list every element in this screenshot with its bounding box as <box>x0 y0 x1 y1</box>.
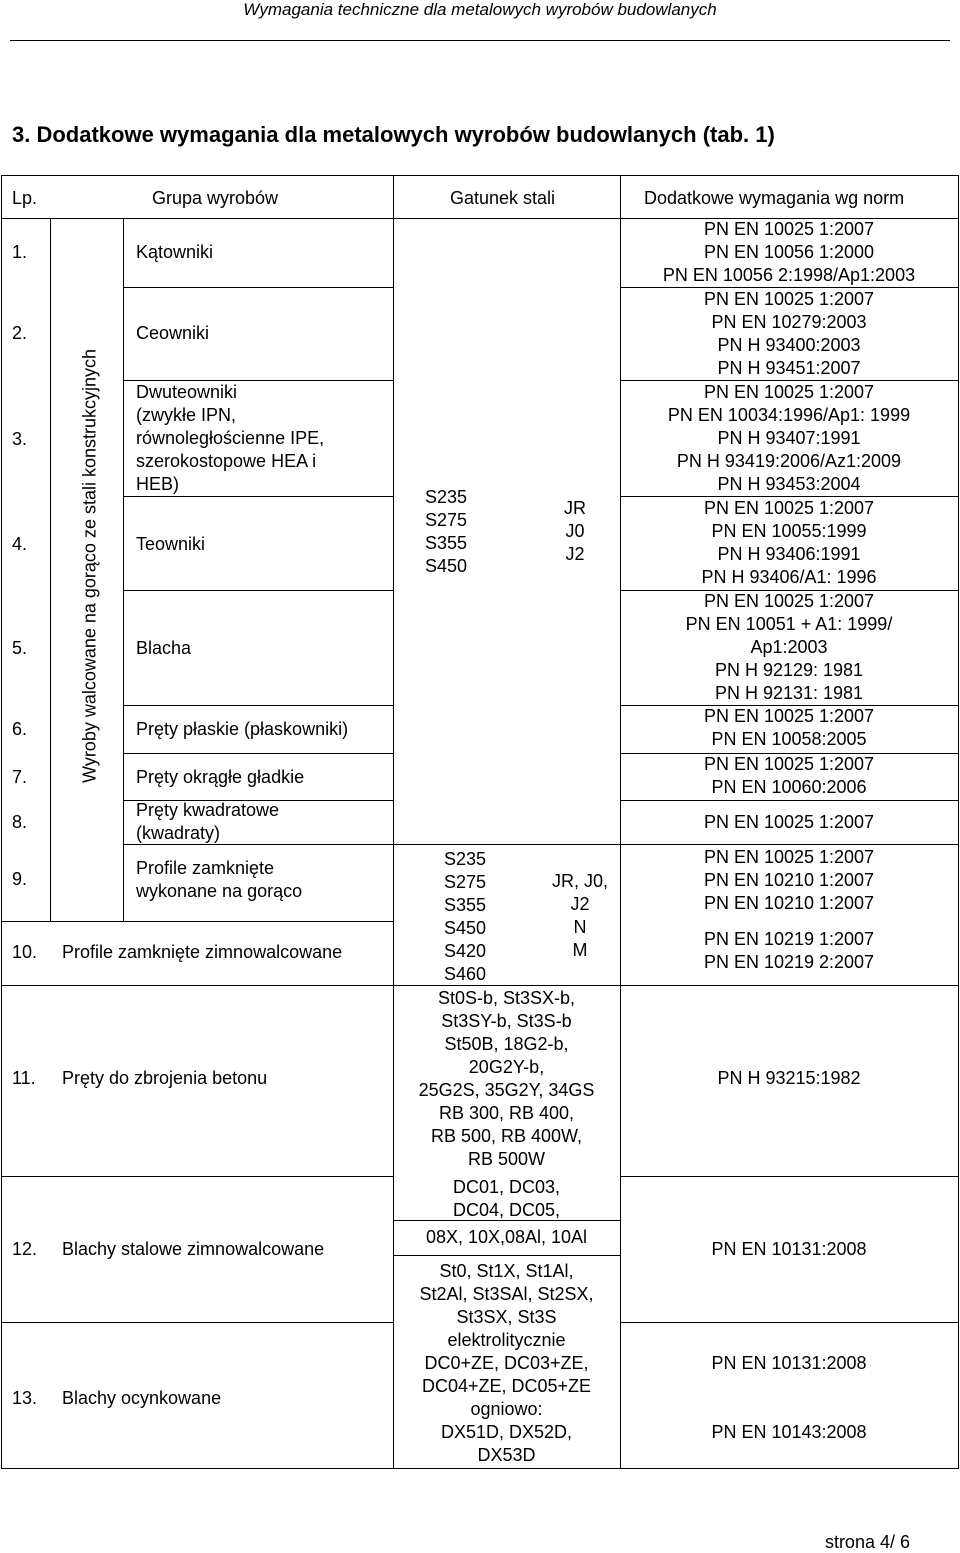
table-border-bottom <box>1 1468 958 1469</box>
row-number: 6. <box>12 719 28 739</box>
row-divider <box>1 985 393 986</box>
norm-list: PN EN 10131:2008 <box>711 1353 867 1373</box>
row-number: 4. <box>12 534 28 554</box>
cold-rolled-grades: DC01, DC03, DC04, DC05, <box>452 1177 561 1220</box>
norm-list: PN EN 10131:2008 <box>711 1239 867 1259</box>
product-group: Dwuteowniki (zwykłe IPN, równoległościenne IPE, szerokostopowe HEA i HEB) <box>136 382 325 494</box>
row-divider <box>123 705 393 706</box>
row-number: 11. <box>12 1068 36 1088</box>
header-rule <box>10 40 950 41</box>
product-group: Teowniki <box>136 534 206 554</box>
row-divider <box>1 1322 393 1323</box>
row-number: 7. <box>12 767 28 787</box>
row-number: 13. <box>12 1388 38 1408</box>
product-group: Blachy stalowe zimnowalcowane <box>62 1239 325 1259</box>
rebar-grades: St0S-b, St3SX-b, St3SY-b, St3S-b St50B, 18G2-b, 20G2Y-b, 25G2S, 35G2Y, 34GS RB 300, RB 400, RB 500, RB 400W, RB 500W <box>418 988 595 1169</box>
row-divider <box>620 844 958 845</box>
row-divider <box>123 753 393 754</box>
cold-rolled-grades: 08X, 10X,08Al, 10Al <box>425 1227 588 1247</box>
product-group: Blachy ocynkowane <box>62 1388 222 1408</box>
table-border-left <box>1 175 2 1468</box>
norm-list: PN H 93215:1982 <box>717 1068 861 1088</box>
product-group: Pręty płaskie (płaskowniki) <box>136 719 349 739</box>
norm-list: PN EN 10025 1:2007 PN EN 10060:2006 <box>703 754 875 797</box>
page-number: strona 4/ 6 <box>824 1532 910 1552</box>
norm-list: PN EN 10025 1:2007 PN EN 10055:1999 PN H 93406:1991 PN H 93406/A1: 1996 <box>701 498 877 587</box>
norm-list: PN EN 10219 1:2007 PN EN 10219 2:2007 <box>703 929 875 972</box>
product-group: Profile zamknięte wykonane na gorąco <box>136 858 303 901</box>
header-grade: Gatunek stali <box>450 188 556 208</box>
norm-list: PN EN 10025 1:2007 PN EN 10056 1:2000 PN EN 10056 2:1998/Ap1:2003 <box>662 219 916 285</box>
norm-list: PN EN 10025 1:2007 PN EN 10279:2003 PN H 93400:2003 PN H 93451:2007 <box>703 289 875 378</box>
running-header: Wymagania techniczne dla metalowych wyrobów budowlanych <box>243 0 717 19</box>
row-divider <box>393 844 620 845</box>
header-lp: Lp. <box>12 188 38 208</box>
product-group: Pręty okrągłe gładkie <box>136 767 305 787</box>
header-norms: Dodatkowe wymagania wg norm <box>644 188 905 208</box>
norm-list: PN EN 10143:2008 <box>711 1422 867 1442</box>
norm-list: PN EN 10025 1:2007 <box>703 812 875 832</box>
row-divider <box>123 496 393 497</box>
row-number: 5. <box>12 638 28 658</box>
norm-list: PN EN 10025 1:2007 PN EN 10034:1996/Ap1: 1999 PN H 93407:1991 PN H 93419:2006/Az1:2009 PN H 93453:2004 <box>667 382 911 494</box>
row-divider <box>620 1322 958 1323</box>
row-number: 8. <box>12 812 28 832</box>
row-number: 1. <box>12 242 28 262</box>
steel-grades: S235 S275 S355 S450 S420 S460 <box>443 849 487 984</box>
row-number: 2. <box>12 323 28 343</box>
row-divider <box>620 985 958 986</box>
col-divider-group <box>123 218 124 921</box>
table-border-top <box>1 175 958 176</box>
row-divider <box>1 1176 393 1177</box>
row-divider <box>123 590 393 591</box>
galvanized-grades: St0, St1X, St1Al, St2Al, St3SAl, St2SX, St3SX, St3S elektrolitycznie DC0+ZE, DC03+ZE, DC04+ZE, DC05+ZE ogniowo: DX51D, DX52D, DX53D <box>419 1261 594 1465</box>
product-group: Blacha <box>136 638 192 658</box>
vertical-label: Wyroby walcowane na gorąco ze stali konstrukcyjnych <box>79 348 100 784</box>
col-divider-lp <box>50 218 51 921</box>
product-group: Pręty do zbrojenia betonu <box>62 1068 268 1088</box>
product-group: Kątowniki <box>136 242 214 262</box>
steel-grades: S235 S275 S355 S450 <box>424 487 468 576</box>
quality-grades: JR J0 J2 <box>564 498 586 564</box>
row-divider <box>620 1176 958 1177</box>
table-border-right <box>958 175 959 1469</box>
quality-grades: JR, J0, J2 N M <box>551 871 608 960</box>
product-group: Pręty kwadratowe (kwadraty) <box>136 800 280 843</box>
row-divider <box>1 921 393 922</box>
norm-list: PN EN 10025 1:2007 PN EN 10058:2005 <box>703 706 875 749</box>
norm-list: PN EN 10025 1:2007 PN EN 10210 1:2007 PN EN 10210 1:2007 <box>703 847 875 913</box>
row-number: 3. <box>12 429 28 449</box>
product-group: Ceowniki <box>136 323 210 343</box>
product-group: Profile zamknięte zimnowalcowane <box>62 942 343 962</box>
row-number: 9. <box>12 869 28 889</box>
row-number: 12. <box>12 1239 38 1259</box>
row-divider <box>620 800 958 801</box>
norm-list: PN EN 10025 1:2007 PN EN 10051 + A1: 1999/ Ap1:2003 PN H 92129: 1981 PN H 92131: 1981 <box>685 591 893 703</box>
row-divider <box>393 1255 620 1256</box>
row-number: 10. <box>12 942 38 962</box>
row-divider <box>123 287 393 288</box>
header-group: Grupa wyrobów <box>152 188 279 208</box>
section-heading: 3. Dodatkowe wymagania dla metalowych wyrobów budowlanych (tab. 1) <box>12 122 775 147</box>
